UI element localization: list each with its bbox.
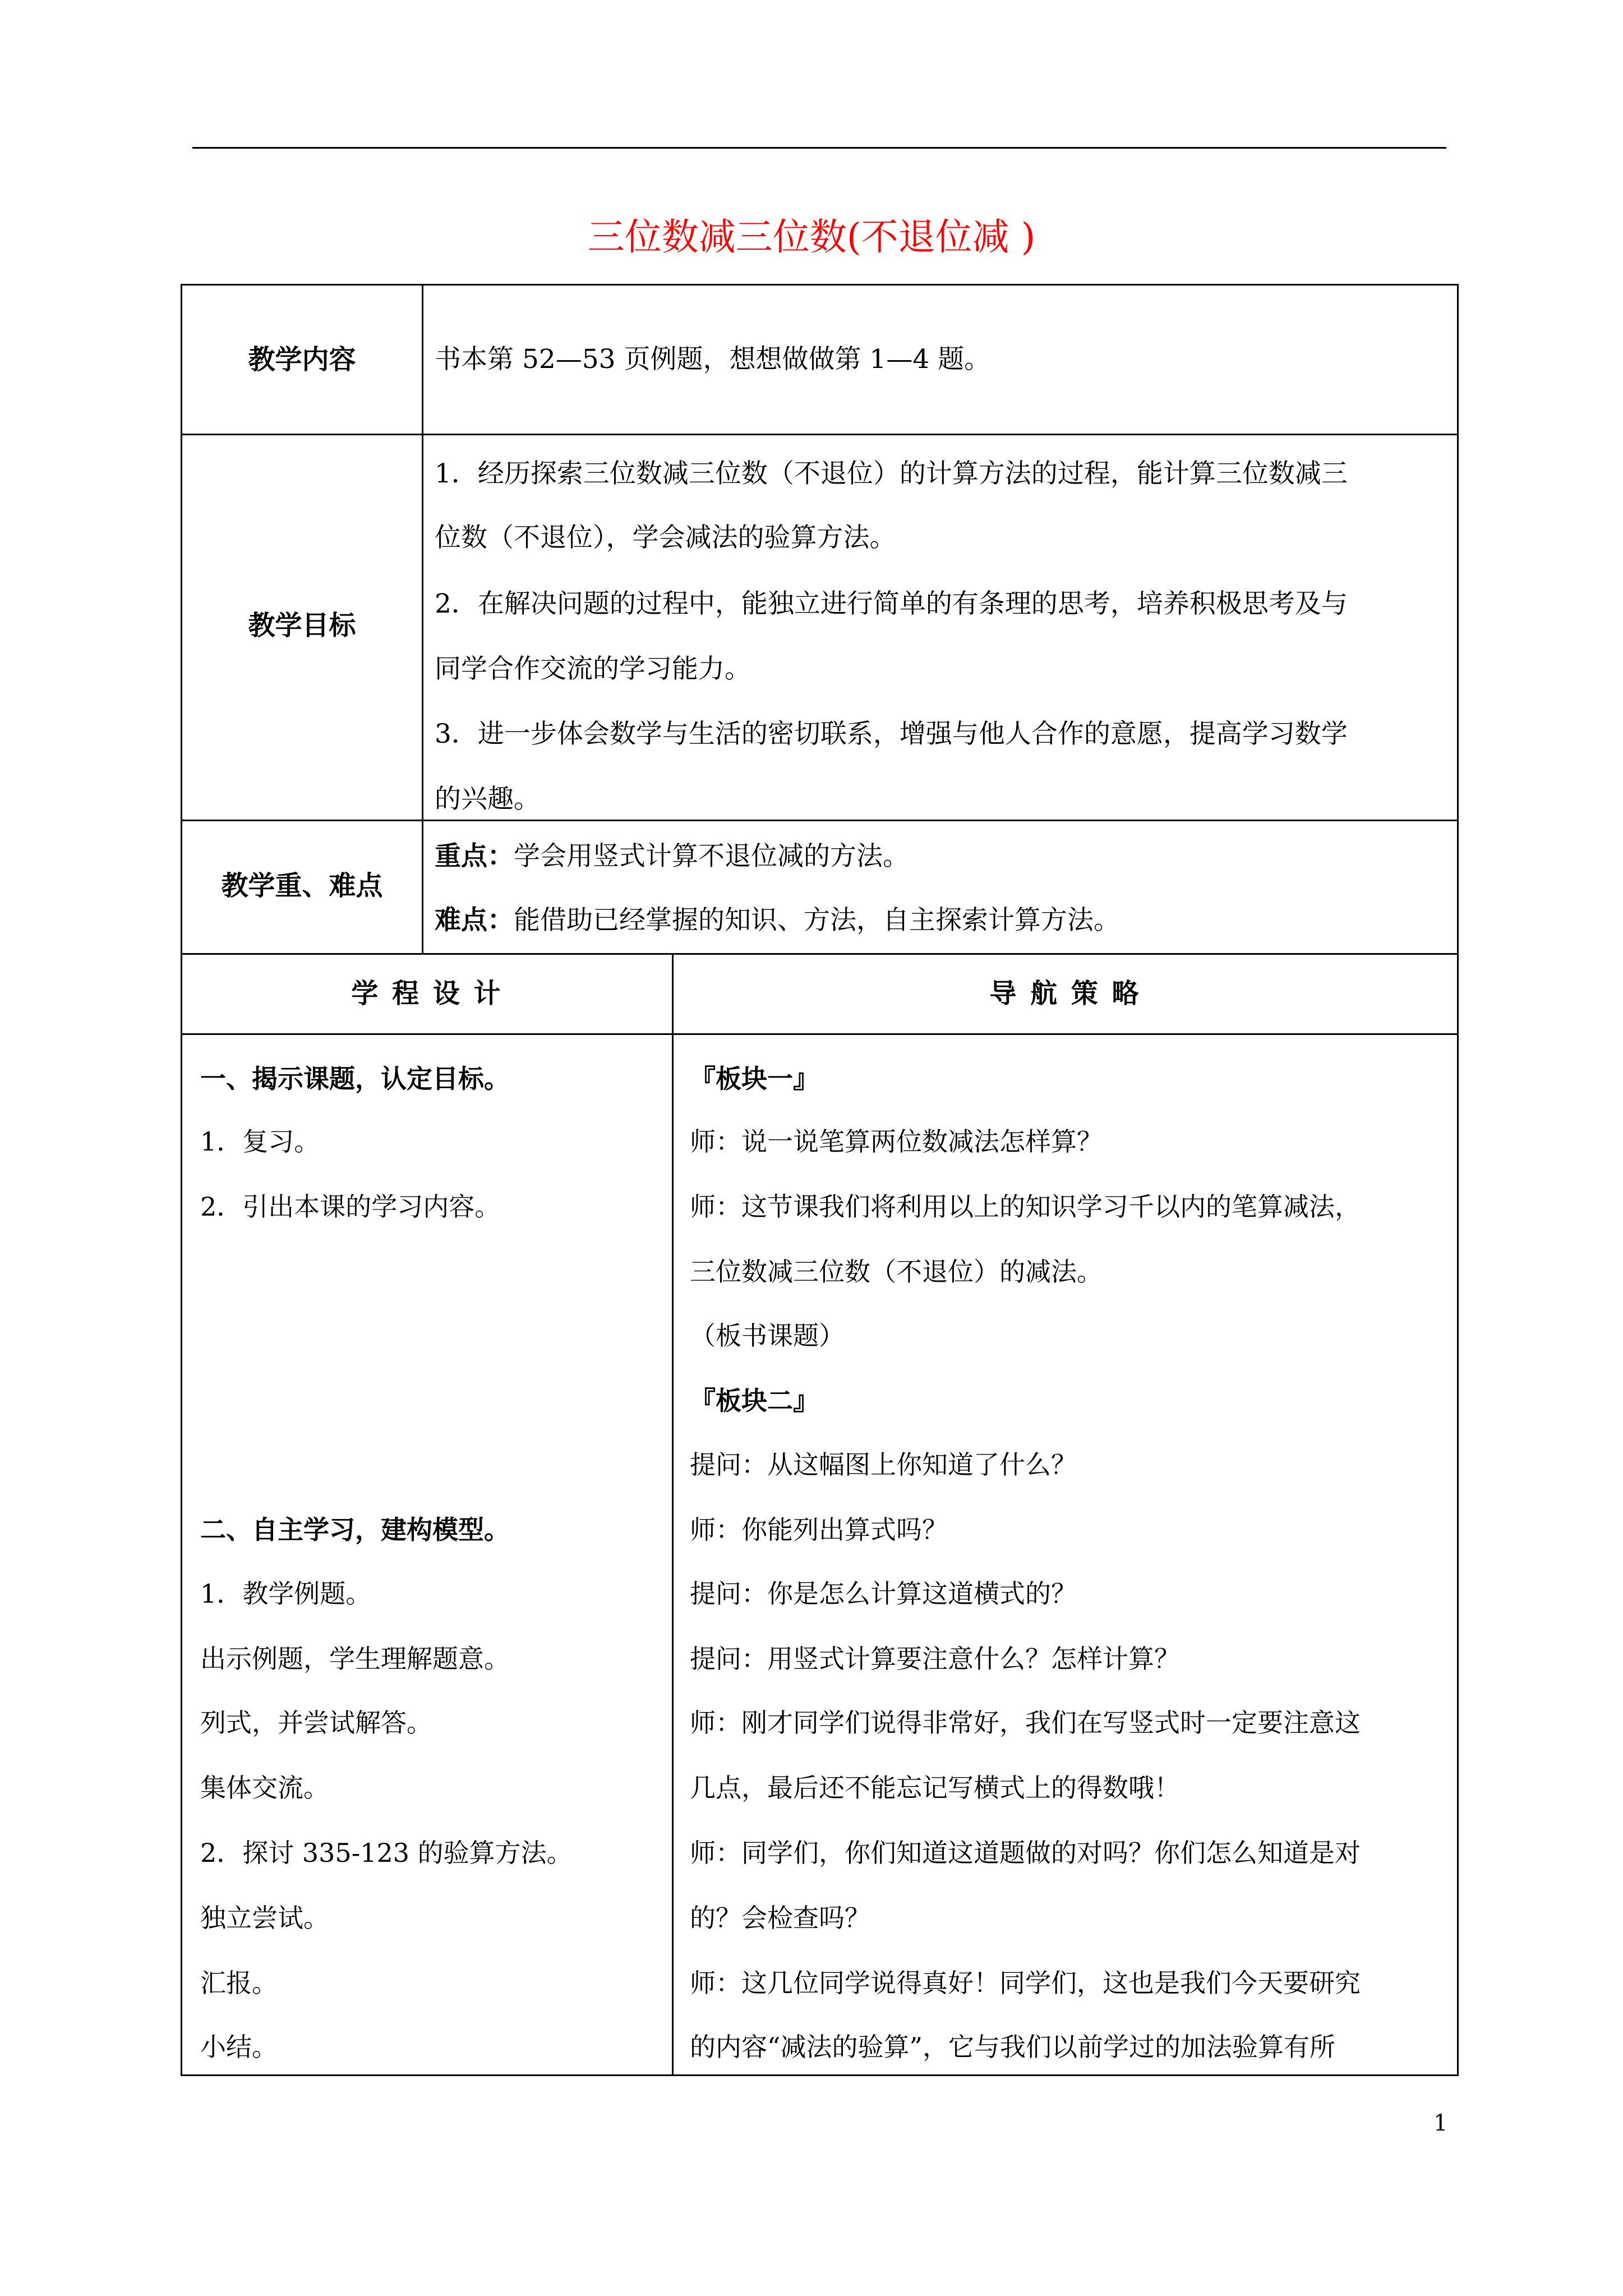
difficult-point-text: 能借助已经掌握的知识、方法，自主探索计算方法。: [514, 905, 1120, 936]
row-divider: [182, 1033, 1457, 1035]
page-number: 1: [1433, 2110, 1448, 2136]
column-header-navigation-strategy: 导 航 策 略: [989, 978, 1141, 1009]
right-line: 的内容“减法的验算”，它与我们以前学过的加法验算有所: [690, 2032, 1336, 2062]
teaching-goals-label: 教学目标: [248, 610, 356, 641]
row-divider: [182, 434, 1457, 435]
key-point-line: [435, 840, 1455, 873]
right-line: 几点，最后还不能忘记写横式上的得数哦！: [690, 1773, 1180, 1803]
goal-line: 2．在解决问题的过程中，能独立进行简单的有条理的思考，培养积极思考及与: [435, 588, 1348, 619]
difficult-point-line: [435, 904, 1455, 937]
left-line: 出示例题，学生理解题意。: [200, 1644, 510, 1674]
left-line: 1．复习。: [200, 1126, 320, 1157]
right-line: 三位数减三位数（不退位）的减法。: [690, 1257, 1103, 1287]
left-line: 列式，并尝试解答。: [200, 1708, 432, 1738]
right-line: 师：这节课我们将利用以上的知识学习千以内的笔算减法，: [690, 1191, 1361, 1222]
document-title: 三位数减三位数(不退位减 ): [587, 215, 1036, 259]
block-heading: 『板块一』: [690, 1064, 819, 1094]
header-rule: [192, 147, 1446, 149]
column-divider: [422, 286, 423, 953]
right-line: 提问：你是怎么计算这道横式的？: [690, 1579, 1077, 1609]
left-line: 2．引出本课的学习内容。: [200, 1191, 501, 1222]
key-points-label: 教学重、难点: [221, 870, 383, 901]
right-line: 师：这几位同学说得真好！同学们，这也是我们今天要研究: [690, 1968, 1361, 1998]
right-line: 师：同学们，你们知道这道题做的对吗？你们怎么知道是对: [690, 1838, 1361, 1868]
key-point-tag: 重点：: [435, 841, 514, 872]
row-divider: [182, 820, 1457, 821]
section-heading: 一、揭示课题，认定目标。: [200, 1064, 510, 1094]
right-line: （板书课题）: [690, 1320, 845, 1351]
goal-line: 位数（不退位），学会减法的验算方法。: [435, 522, 896, 553]
left-line: 汇报。: [200, 1968, 278, 1998]
lesson-plan-table: [181, 284, 1459, 2076]
goal-line: 1．经历探索三位数减三位数（不退位）的计算方法的过程，能计算三位数减三: [435, 458, 1348, 489]
block-heading: 『板块二』: [690, 1386, 819, 1416]
left-line: 1．教学例题。: [200, 1579, 372, 1609]
goal-line: 3．进一步体会数学与生活的密切联系，增强与他人合作的意愿，提高学习数学: [435, 719, 1348, 749]
teaching-content-text: 书本第 52—53 页例题，想想做做第 1—4 题。: [435, 344, 991, 375]
goal-line: 的兴趣。: [435, 784, 540, 815]
teaching-content-label: 教学内容: [248, 344, 356, 375]
column-divider: [672, 953, 674, 2075]
key-point-text: 学会用竖式计算不退位减的方法。: [514, 841, 909, 872]
left-line: 独立尝试。: [200, 1903, 329, 1933]
right-line: 师：你能列出算式吗？: [690, 1515, 948, 1545]
column-header-learning-design: 学 程 设 计: [351, 978, 503, 1009]
left-line: 集体交流。: [200, 1773, 329, 1803]
section-heading: 二、自主学习，建构模型。: [200, 1515, 510, 1545]
row-divider: [182, 953, 1457, 955]
left-line: 2．探讨 335-123 的验算方法。: [200, 1838, 573, 1868]
right-line: 师：刚才同学们说得非常好，我们在写竖式时一定要注意这: [690, 1708, 1361, 1738]
right-line: 提问：用竖式计算要注意什么？怎样计算？: [690, 1644, 1180, 1674]
goal-line: 同学合作交流的学习能力。: [435, 654, 751, 684]
difficult-point-tag: 难点：: [435, 905, 514, 936]
right-line: 师：说一说笔算两位数减法怎样算？: [690, 1126, 1103, 1157]
left-line: 小结。: [200, 2032, 278, 2062]
right-line: 的？会检查吗？: [690, 1903, 870, 1933]
right-line: 提问：从这幅图上你知道了什么？: [690, 1450, 1077, 1480]
